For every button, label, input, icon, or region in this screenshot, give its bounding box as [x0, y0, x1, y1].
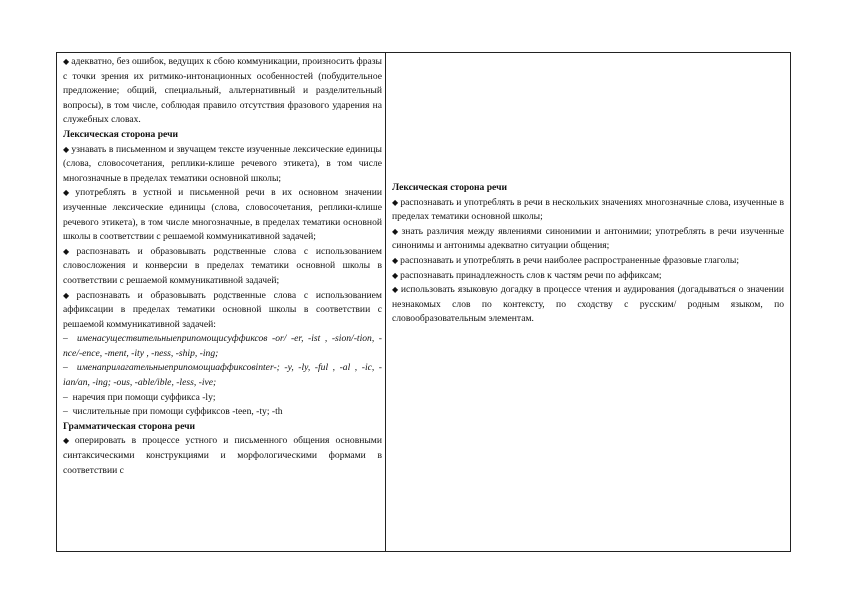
table-cell-left	[57, 53, 386, 551]
list-item: ◆ знать различия между явлениями синонимии и антонимии; употреблять в речи изученные синонимы и антонимы адекватно ситуации общения;	[392, 225, 784, 252]
dash-icon: –	[63, 362, 77, 374]
bullet-icon: ◆	[392, 255, 399, 265]
bullet-icon: ◆	[63, 436, 73, 446]
bullet-icon: ◆	[63, 188, 74, 198]
section-heading: Лексическая сторона речи	[392, 182, 508, 193]
requirements-table	[56, 52, 791, 552]
dash-item: – именасуществительныеприпомощисуффиксов -or/ -er, -ist , -sion/-tion, -nce/-ence, -ment, -ity , -ness, -ship, -ing;	[63, 333, 382, 359]
list-item: ◆ адекватно, без ошибок, ведущих к сбою коммуникации, произносить фразы с точки зрения их ритмико-интонационных особенностей (побудительное предложение; общий, специальный, альтернативный и разделительный вопросы), в том числе, соблюдая правило отсутствия фразового ударения на служебных словах.	[63, 56, 383, 126]
bullet-icon: ◆	[392, 270, 399, 280]
dash-item: – именаприлагательныеприпомощиаффиксовinter-; -y, -ly, -ful , -al , -ic, -ian/an, -ing; -ous, -able/ible, -less, -ive;	[63, 362, 382, 389]
bullet-icon: ◆	[392, 197, 399, 207]
bullet-icon: ◆	[392, 285, 399, 295]
dash-icon: –	[63, 391, 73, 403]
section-heading: Грамматическая сторона речи	[63, 420, 196, 432]
table-cell-right	[386, 53, 790, 551]
list-item: ◆ использовать языковую догадку в процессе чтения и аудирования (догадываться о значении незнакомых слов по контексту, по сходству с русским/ родным языком, по словообразовательным элементам.	[392, 284, 784, 325]
bullet-icon: ◆	[63, 57, 70, 66]
list-item: ◆ узнавать в письменном и звучащем тексте изученные лексические единицы (слова, словосочетания, реплики-клише речевого этикета), в том числе многозначные в пределах тематики основной школы;	[63, 143, 383, 184]
dash-icon: –	[63, 406, 73, 418]
dash-icon: –	[63, 333, 77, 345]
bullet-icon: ◆	[392, 226, 400, 236]
bullet-icon: ◆	[63, 144, 70, 154]
list-item: ◆ распознавать и образовывать родственные слова с использованием словосложения и конверсии в пределах тематики основной школы в соответствии с решаемой коммуникативной задачей;	[63, 245, 382, 286]
list-item: ◆ распознавать и образовывать родственные слова с использованием аффиксации в пределах тематики основной школы в соответствии с решаемой коммуникативной задачей:	[63, 289, 382, 330]
list-item: ◆ распознавать принадлежность слов к частям речи по аффиксам;	[392, 269, 662, 281]
cell-spacer	[392, 53, 784, 181]
list-item: ◆ употреблять в устной и письменной речи в их основном значении изученные лексические единицы (слова, словосочетания, реплики-клише речевого этикета), в том числе многозначные, в пределах тематики основной школы в соответствии с решаемой коммуникативной задачей;	[63, 187, 382, 243]
list-item: ◆ распознавать и употреблять в речи в нескольких значениях многозначные слова, изученные в пределах тематики основной школы;	[392, 196, 784, 223]
dash-item: – наречия при помощи суффикса -ly;	[63, 391, 216, 403]
bullet-icon: ◆	[63, 290, 75, 300]
dash-item: – числительные при помощи суффиксов -teen, -ty; -th	[63, 406, 283, 418]
list-item: ◆ распознавать и употреблять в речи наиболее распространенные фразовые глаголы;	[392, 254, 740, 266]
list-item: ◆ оперировать в процессе устного и письменного общения основными синтаксическими конструкциями и морфологическими формами в соответствии с	[63, 435, 383, 476]
bullet-icon: ◆	[63, 246, 75, 256]
section-heading: Лексическая сторона речи	[63, 128, 179, 140]
